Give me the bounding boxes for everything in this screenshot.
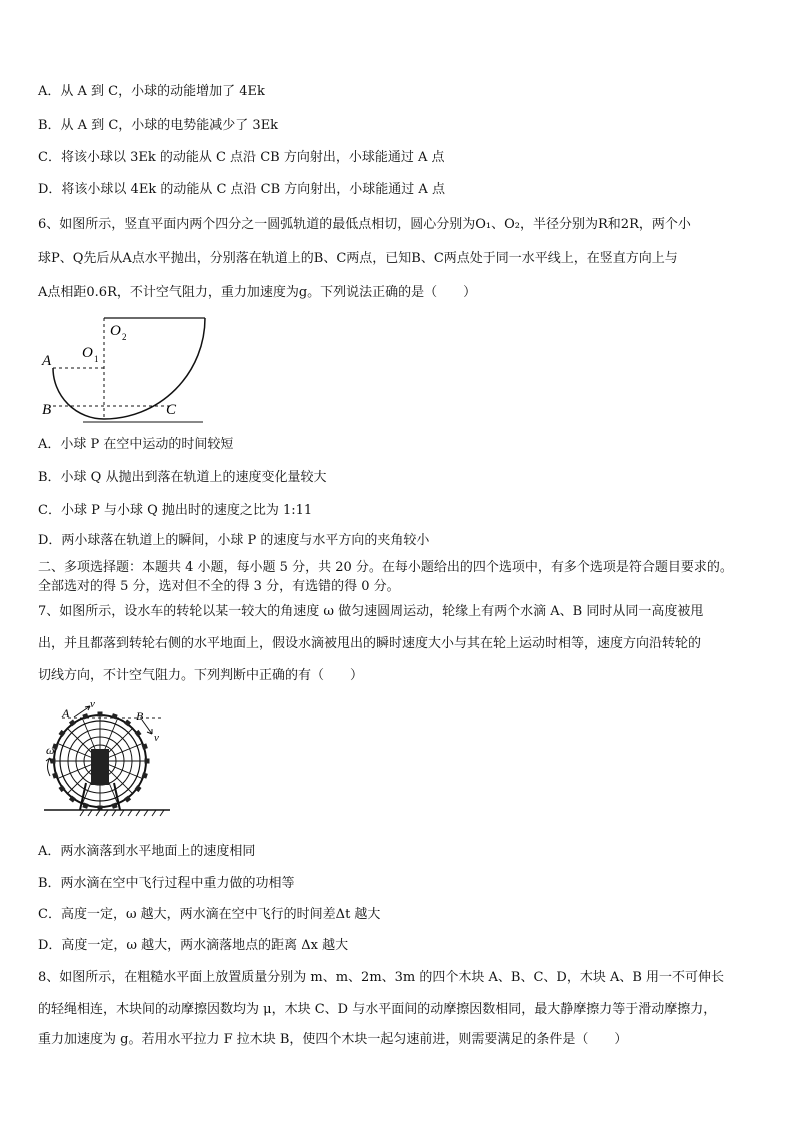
ground-hatch [80, 810, 164, 816]
q7-option-b: B．两水滴在空中飞行过程中重力做的功相等 [38, 876, 295, 891]
q6-option-b: B．小球 Q 从抛出到落在轨道上的速度变化量较大 [38, 470, 327, 485]
q6-stem-line3: A点相距0.6R，不计空气阻力，重力加速度为g。下列说法正确的是（ ） [38, 285, 477, 300]
section2-line2: 全部选对的得 5 分，选对但不全的得 3 分，有选错的得 0 分。 [38, 579, 400, 594]
section2-line1: 二、多项选择题：本题共 4 小题，每小题 5 分，共 20 分。在每小题给出的四个选项中，有多个选项是符合题目要求的。 [38, 560, 733, 575]
q7-water-wheel-figure [42, 698, 172, 823]
label-o1: O [82, 345, 93, 361]
q8-stem-line2: 的轻绳相连，木块间的动摩擦因数均为 μ，木块 C、D 与水平面间的动摩擦因数相同，最大静摩擦力等于滑动摩擦力， [38, 1002, 717, 1017]
label-o2: O [110, 323, 121, 339]
label-c: C [166, 402, 177, 418]
label-v-b: v [154, 732, 159, 744]
q7-stem-line3: 切线方向，不计空气阻力。下列判断中正确的有（ ） [38, 668, 364, 683]
label-b: B [42, 402, 52, 418]
label-o2-sub: 2 [122, 332, 127, 342]
wheel-paddle [98, 712, 103, 717]
label-a: A [62, 706, 70, 720]
label-b: B [136, 709, 144, 723]
q8-stem-line3: 重力加速度为 g。若用水平拉力 F 拉木块 B，使四个木块一起匀速前进，则需要满足的条件是（ ） [38, 1032, 628, 1047]
q5-option-a: A．从 A 到 C，小球的动能增加了 4Ek [38, 84, 265, 99]
q6-option-a: A．小球 P 在空中运动的时间较短 [38, 437, 234, 452]
q6-arc-track-figure [38, 310, 228, 425]
wheel-paddle [145, 759, 150, 764]
label-omega: ω [46, 743, 55, 757]
q6-stem-line1: 6、如图所示，竖直平面内两个四分之一圆弧轨道的最低点相切，圆心分别为O₁、O₂，半径分别为R和2R，两个小 [38, 217, 691, 232]
q6-option-d: D．两小球落在轨道上的瞬间，小球 P 的速度与水平方向的夹角较小 [38, 533, 430, 548]
velocity-arrow-b [142, 720, 152, 734]
q7-option-c: C．高度一定，ω 越大，两水滴在空中飞行的时间差Δt 越大 [38, 907, 381, 922]
water-wheel [51, 712, 150, 811]
label-v-a: v [90, 698, 95, 710]
label-o1-sub: 1 [94, 354, 99, 364]
label-a: A [42, 353, 52, 369]
q7-stem-line2: 出，并且都落到转轮右侧的水平地面上，假设水滴被甩出的瞬时速度大小与其在轮上运动时相等，速度方向沿转轮的 [38, 636, 702, 651]
q7-option-a: A．两水滴落到水平地面上的速度相同 [38, 844, 256, 859]
q5-option-d: D．将该小球以 4Ek 的动能从 C 点沿 CB 方向射出，小球能通过 A 点 [38, 182, 445, 197]
q6-stem-line2: 球P、Q先后从A点水平抛出，分别落在轨道上的B、C两点，已知B、C两点处于同一水平线上，在竖直方向上与 [38, 251, 678, 266]
q6-option-c: C．小球 P 与小球 Q 抛出时的速度之比为 1:11 [38, 503, 313, 518]
hub [91, 749, 109, 785]
rotation-arrow [48, 758, 51, 776]
q5-option-b: B．从 A 到 C，小球的电势能减少了 3Ek [38, 118, 279, 133]
q8-stem-line1: 8、如图所示，在粗糙水平面上放置质量分别为 m、m、2m、3m 的四个木块 A、B、C、D，木块 A、B 用一不可伸长 [38, 970, 725, 985]
q7-stem-line1: 7、如图所示，设水车的转轮以某一较大的角速度 ω 做匀速圆周运动，轮缘上有两个水滴 A、B 同时从同一高度被甩 [38, 604, 704, 619]
q7-option-d: D．高度一定，ω 越大，两水滴落地点的距离 Δx 越大 [38, 938, 349, 953]
q5-option-c: C．将该小球以 3Ek 的动能从 C 点沿 CB 方向射出，小球能通过 A 点 [38, 150, 445, 165]
small-arc [53, 368, 104, 419]
